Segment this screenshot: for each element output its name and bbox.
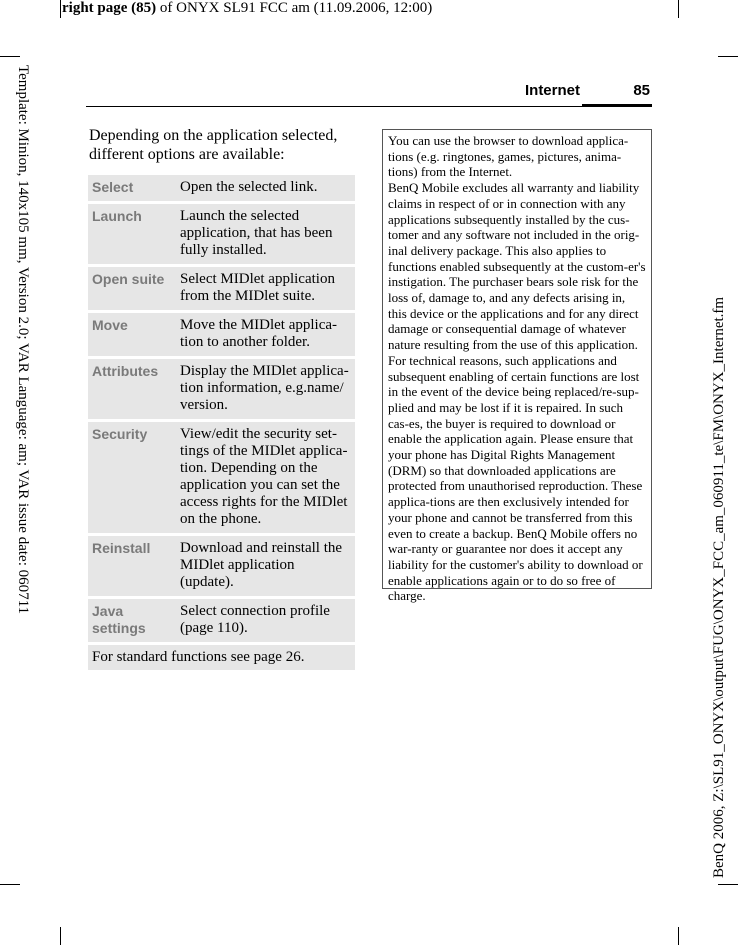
- table-row: [88, 536, 355, 596]
- crop-mark: [678, 927, 679, 945]
- template-info: [10, 65, 30, 885]
- print-header-doc: of ONYX SL91 FCC am (11.09.2006, 12:00): [156, 0, 433, 16]
- table-footer-row: [88, 645, 355, 670]
- file-path: [708, 238, 728, 878]
- option-key: Select: [88, 175, 173, 201]
- file-path-text: BenQ 2006, Z:\SL91_ONYX\output\FUG\ONYX_FCC_am_060911_te\FM\ONYX_Internet.fm: [711, 296, 727, 878]
- option-key: Reinstall: [88, 536, 173, 596]
- note-box: [382, 129, 652, 604]
- option-key: Open suite: [88, 267, 173, 310]
- option-desc: Launch the selected application, that has been fully installed.: [173, 204, 355, 264]
- option-desc: Select MIDlet application from the MIDlet suite.: [173, 267, 355, 310]
- table-row: [88, 175, 355, 201]
- option-desc: Select connection profile (page 110).: [173, 599, 355, 642]
- print-header: [62, 0, 432, 17]
- running-head-tab: [582, 104, 652, 107]
- table-row: [88, 204, 355, 264]
- table-row: [88, 359, 355, 419]
- note-paragraph: You can use the browser to download applica-tions (e.g. ringtones, games, pictures, anima-tions) from the Internet.: [388, 133, 629, 180]
- option-desc: View/edit the security set-tings of the MIDlet applica-tion. Depending on the application you can set the access rights for the MIDlet on the phone.: [173, 422, 355, 533]
- option-desc: Display the MIDlet applica-tion information, e.g.name/ version.: [173, 359, 355, 419]
- page-number: 85: [633, 82, 650, 99]
- option-key: Security: [88, 422, 173, 533]
- note-paragraph: For technical reasons, such applications and subsequent enabling of certain functions are lost in the event of the device being replaced/re-sup-plied and may be lost if it is repaired. In such cas-es, the buyer is required to download or enable the application again. Please ensure that your phone has Digital Rights Management (DRM) so that downloaded applications are protected from unauthorised reproduction. These applica-tions are then exclusively intended for your phone and cannot be transferred from this even to create a backup. BenQ Mobile offers no war-ranty or guarantee nor does it accept any liability for the customer's ability to download or enable applications again or to do so free of charge.: [388, 352, 643, 604]
- footer-note: For standard functions see page 26.: [88, 645, 355, 670]
- intro-text: Depending on the application selected, different options are available:: [89, 127, 338, 163]
- crop-mark: [60, 0, 61, 18]
- print-header-page: right page (85): [62, 0, 157, 16]
- table-row: [88, 313, 355, 356]
- table-row: [88, 267, 355, 310]
- running-head-rule: [86, 106, 652, 107]
- crop-mark: [718, 56, 738, 57]
- option-key: Move: [88, 313, 173, 356]
- crop-mark: [718, 884, 738, 885]
- option-key: Java settings: [88, 599, 173, 642]
- option-desc: Open the selected link.: [173, 175, 355, 201]
- table-row: [88, 422, 355, 533]
- crop-mark: [60, 927, 61, 945]
- option-desc: Download and reinstall the MIDlet application (update).: [173, 536, 355, 596]
- crop-mark: [0, 56, 20, 57]
- option-key: Attributes: [88, 359, 173, 419]
- option-key: Launch: [88, 204, 173, 264]
- table-row: [88, 599, 355, 642]
- template-info-text: Template: Minion, 140x105 mm, Version 2.0; VAR Language: am; VAR issue date: 060711: [15, 65, 31, 615]
- options-table: [88, 172, 355, 673]
- note-paragraph: BenQ Mobile excludes all warranty and liability claims in respect of or in connection with any applications subsequently installed by the cus-tomer and any software not included in the orig-inal delivery package. This also applies to functions enabled subsequently at the custom-er's instigation. The purchaser bears sole risk for the loss of, damage to, and any defects arising in, this device or the applications and for any direct damage or consequential damage of whatever nature resulting from the use of this application.: [388, 180, 646, 353]
- option-desc: Move the MIDlet applica-tion to another folder.: [173, 313, 355, 356]
- crop-mark: [678, 0, 679, 18]
- running-head: [86, 82, 652, 104]
- section-title: Internet: [524, 82, 580, 99]
